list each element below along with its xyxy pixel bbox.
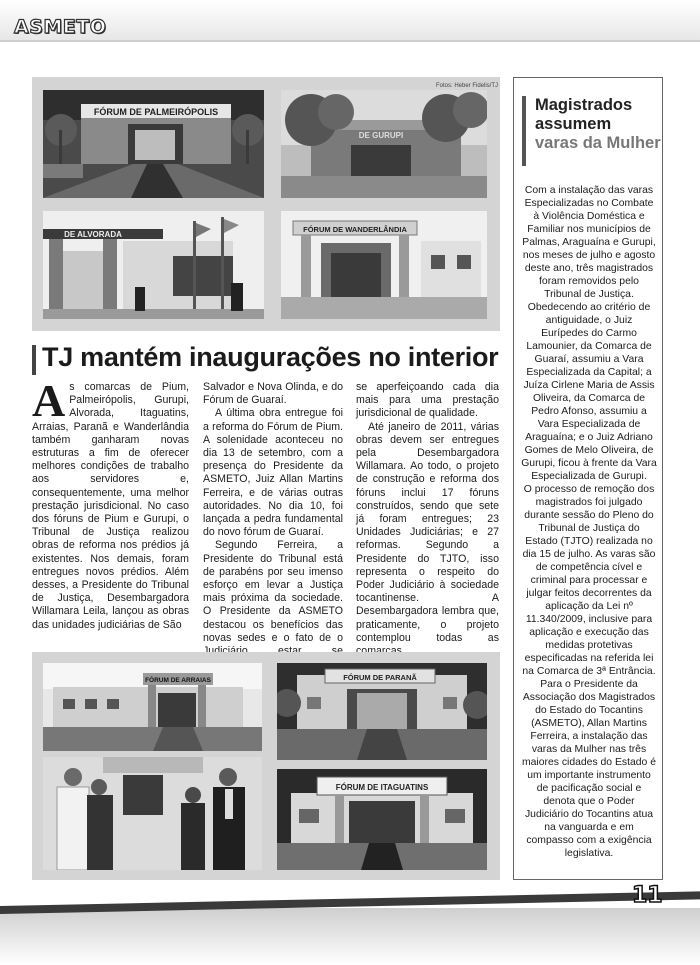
photo-inauguration-ceremony bbox=[43, 757, 262, 870]
photo-credit: Fotos: Heber Fidelis/TJ bbox=[436, 83, 499, 89]
page-number: 11 bbox=[632, 883, 663, 908]
photo-forum-parana bbox=[277, 663, 487, 760]
sidebar-paragraph: Para o Presidente da Associação dos Magistrados do Estado do Tocantins (ASMETO), Allan Martins Ferreira, a instalação das varas da Mulher nas três maiores cidades do Estado é um importante instrumento de pacificação social e denota que o Poder Judiciário do Tocantins atua na vanguarda e em compasso com a exigência legislativa. bbox=[521, 679, 656, 859]
article-column-2 bbox=[203, 381, 343, 671]
article-column-1 bbox=[32, 375, 189, 632]
drop-cap: A bbox=[32, 375, 66, 426]
photo-forum-wanderlandia bbox=[281, 211, 487, 319]
sign-palmeiropolis: FÓRUM DE PALMEIRÓPOLIS bbox=[93, 107, 219, 117]
article-headline: TJ mantém inaugurações no interior bbox=[42, 342, 499, 372]
headline-accent-bar bbox=[32, 345, 36, 375]
sidebar-body bbox=[521, 184, 657, 860]
asmeto-logo: ASMETO bbox=[14, 16, 107, 38]
article-paragraph: Até janeiro de 2011, várias obras devem ser entregues pela Desembargadora Willamara. Ao todo, o projeto de construção e reforma dos fóruns inclui 17 fóruns construídos, sendo que sete já foram entregues; 23 Unidades Judiciárias; e 27 reformas. Segundo a Presidente do TJTO, isso representa o respeito do Poder Judiciário à sociedade tocantinense. A Desembargadora lembra que, praticamente, o projeto contemplou todas as bbox=[356, 420, 499, 644]
article-paragraph: A última obra entregue foi a reforma do Fórum de Pium. A solenidade aconteceu no dia 13 de setembro, com a presença do Presidente da ASMETO, Juiz Allan Martins Ferreira, e de várias outras autoridades. No dia 10, foi lançada a pedra fundamental do novo fórum de Guaraí. bbox=[203, 407, 343, 539]
sidebar-title: Magistrados assumem varas da Mulher bbox=[535, 96, 661, 152]
header-rule bbox=[0, 40, 700, 42]
article-paragraph: se aperfeiçoando cada dia mais para uma prestação jurisdicional de qualidade. bbox=[356, 381, 499, 420]
sign-wanderlandia: FÓRUM DE WANDERLÂNDIA bbox=[303, 225, 407, 234]
photo-forum-arraias bbox=[43, 663, 262, 751]
sign-gurupi: DE GURUPI bbox=[358, 131, 404, 140]
sign-parana: FÓRUM DE PARANÃ bbox=[343, 673, 417, 682]
article-paragraph: Salvador e Nova Olinda, e do Fórum de Guaraí. bbox=[203, 381, 343, 407]
article-paragraph: As comarcas de Pium, Palmeirópolis, Gurupi, Alvorada, Itaguatins, Arraias, Paranã e Wanderlândia também ganharam novas estruturas a fim de oferecer melhores condições de trabalho aos servidores e, consequentemente, uma melhor prestação jurisdicional. No caso dos fóruns de Pium e Gurupi, o Tribunal de Justiça realizou obras de reforma nos prédios já existentes. Nos demais, foram entregues novos prédios. Além desses, a Presidente do Tribunal de Justiça, Desembargadora Willamara Leila, lançou as obras das unidades judiciárias de São bbox=[32, 375, 189, 631]
sidebar-paragraph: O processo de remoção dos magistrados foi julgado durante sessão do Pleno do Tribunal de Justiça do Estado (TJTO) realizada no dia 15 de julho. As varas são de competência cível e criminal para processar e julgar feitos decorrentes da aplicação da Lei nº 11.340/2009, inclusive para aplicação e execução das medidas protetivas especificadas na referida lei na Comarca de 3ª Entrância. bbox=[522, 484, 656, 677]
footer-band bbox=[0, 908, 700, 965]
photo-forum-palmeiropolis bbox=[43, 90, 264, 198]
photo-forum-alvorada bbox=[43, 211, 264, 319]
sidebar-accent-bar bbox=[522, 96, 526, 166]
photo-forum-itaguatins bbox=[277, 769, 487, 870]
article-column-3 bbox=[356, 381, 499, 658]
sign-arraias: FÓRUM DE ARRAIAS bbox=[145, 677, 211, 684]
sidebar-paragraph: Com a instalação das varas Especializadas no Combate à Violência Doméstica e Familiar nos municípios de Palmas, Araguaína e Gurupi, nos meses de julho e agosto deste ano, três magistrados foram removidos pelo Tribunal de Justiça. Obedecendo ao critério de antiguidade, o Juiz Eurípedes do Carmo Lamounier, da Comarca de Guaraí, assumiu a Vara Especializada da Capital; a Juíza Cirlene Maria de Assis Oliveira, da Comarca de Pedro Afonso, assumiu a Vara Especializada de Araguaína; e o Juiz Adriano Gomes de Melo Oliveira, de Gurupi, ficou à frente da Vara Especializada de Gurupi. bbox=[521, 185, 657, 482]
sign-alvorada: DE ALVORADA bbox=[64, 230, 122, 239]
article-paragraph: Segundo Ferreira, a Presidente do Tribunal está de parabéns por seu imenso esforço em levar a Justiça mais próxima da sociedade. O Presidente da ASMETO destacou os benefícios das novas sedes e o fato de o bbox=[203, 539, 343, 644]
sign-itaguatins: FÓRUM DE ITAGUATINS bbox=[335, 783, 429, 792]
photo-forum-gurupi bbox=[281, 90, 487, 198]
